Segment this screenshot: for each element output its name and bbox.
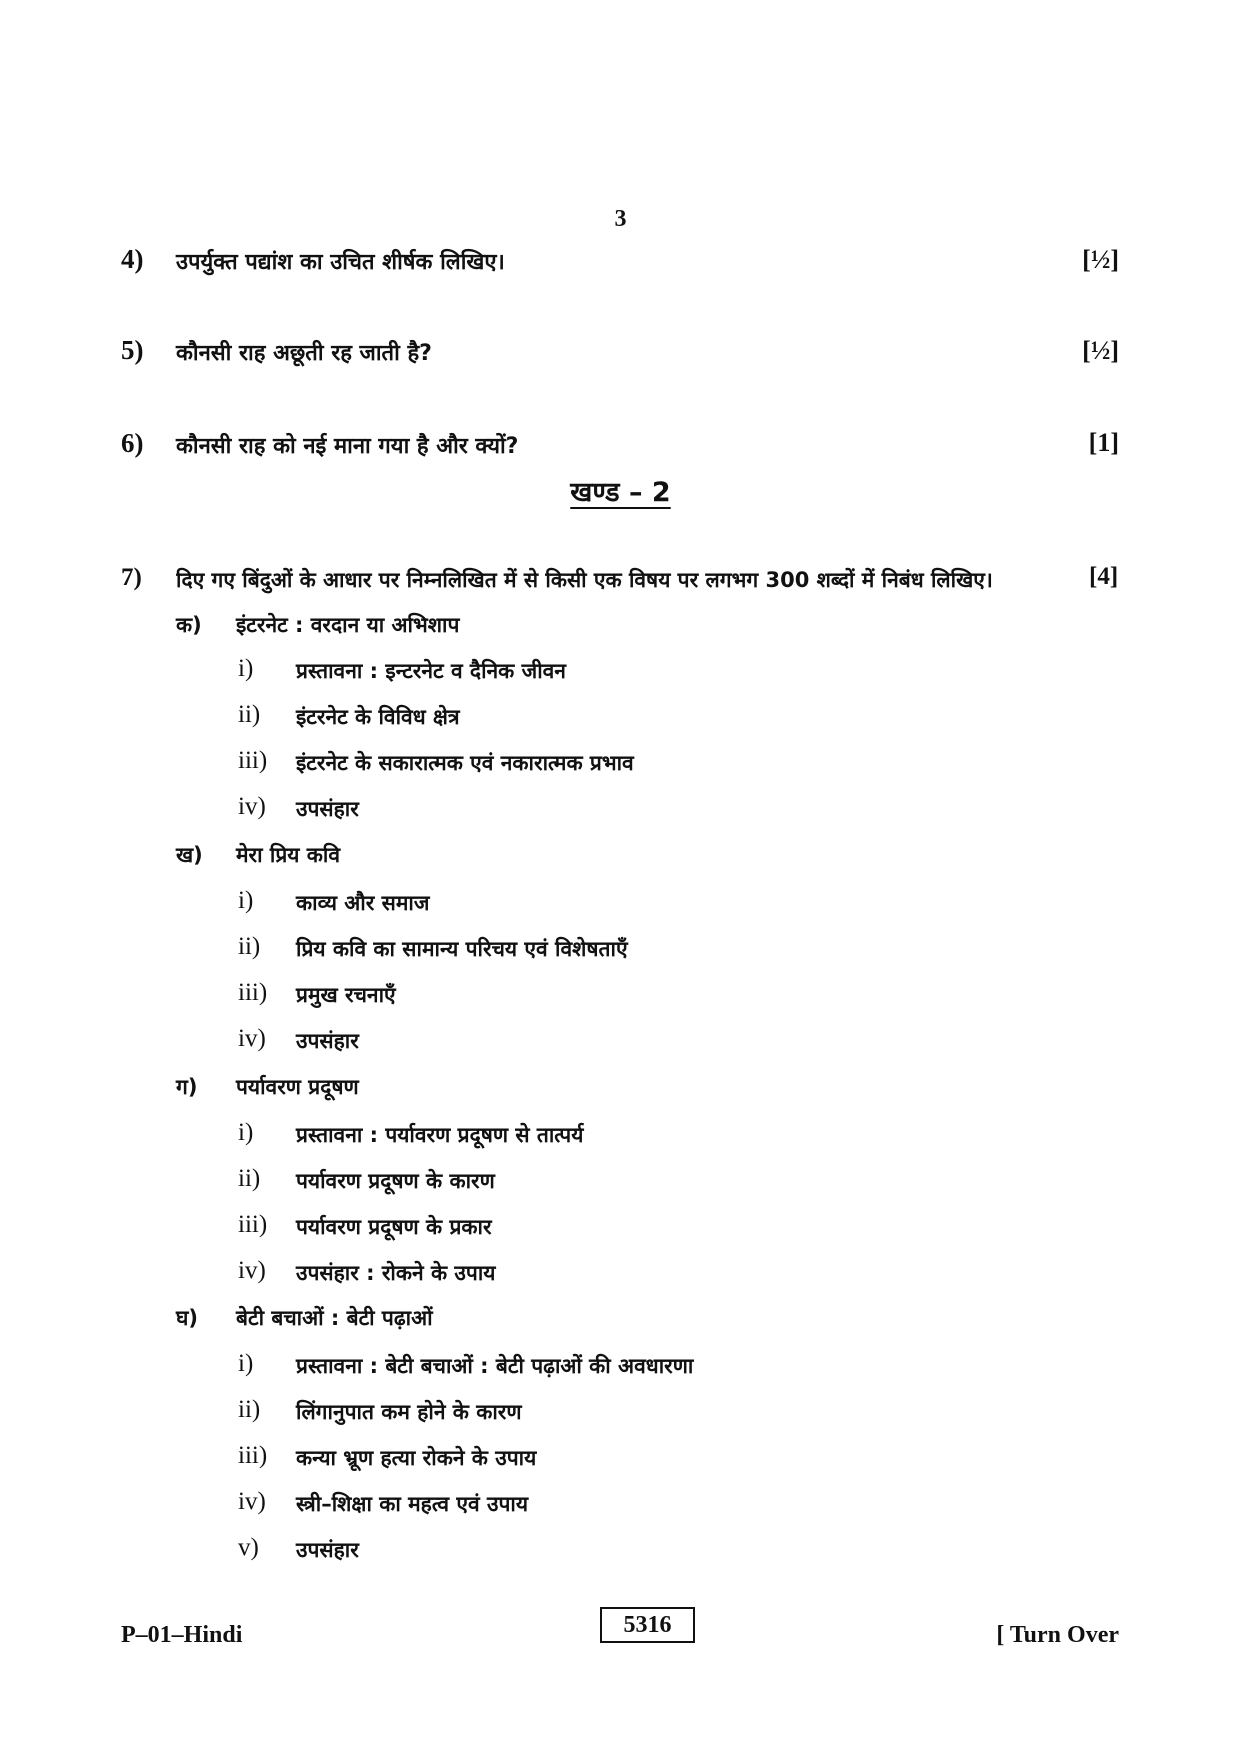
topic-1-point-4-num: iv) [238,793,266,820]
topic-4-point-5-num: v) [238,1534,259,1561]
topic-4-point-5-text: उपसंहार [296,1538,359,1562]
topic-1-point-3-text: इंटरनेट के सकारात्मक एवं नकारात्मक प्रभाव [296,751,634,775]
question-7-text: दिए गए बिंदुओं के आधार पर निम्नलिखित में से किसी एक विषय पर लगभग 300 शब्दों में निबंध लिखिए। [176,568,993,592]
section-title-text: खण्ड – 2 [570,477,671,508]
question-6-text: कौनसी राह को नई माना गया है और क्यों? [176,434,519,459]
turn-over-label: [ Turn Over [996,1622,1119,1648]
question-5-text: कौनसी राह अछूती रह जाती है? [176,341,432,366]
topic-2-point-3-num: iii) [238,979,268,1006]
topic-1-point-2-text: इंटरनेट के विविध क्षेत्र [296,705,460,729]
topic-1-title: इंटरनेट : वरदान या अभिशाप [236,613,460,637]
topic-1-point-2-num: ii) [238,701,261,728]
paper-code: P–01–Hindi [121,1622,243,1648]
topic-3-point-1-text: प्रस्तावना : पर्यावरण प्रदूषण से तात्पर्य [296,1123,584,1147]
topic-4-point-4-text: स्त्री–शिक्षा का महत्व एवं उपाय [296,1492,529,1516]
question-7-marks: [4] [1089,563,1119,590]
question-4-marks: [½] [1082,245,1119,274]
topic-4-point-1-num: i) [238,1350,254,1377]
topic-3-point-2-num: ii) [238,1165,261,1192]
topic-4-label: घ) [176,1306,199,1330]
topic-3-point-1-num: i) [238,1119,254,1146]
page-number: 3 [614,206,627,232]
topic-3-point-3-num: iii) [238,1211,268,1238]
topic-2-point-4-num: iv) [238,1025,266,1052]
topic-2-label: ख) [176,843,203,867]
question-4-number: 4) [121,244,144,274]
section-title [0,472,1241,509]
topic-1-point-1-num: i) [238,655,254,682]
topic-4-point-2-text: लिंगानुपात कम होने के कारण [296,1400,522,1424]
paper-number-box: 5316 [600,1607,695,1643]
topic-2-point-2-num: ii) [238,933,261,960]
topic-1-point-1-text: प्रस्तावना : इन्टरनेट व दैनिक जीवन [296,659,566,683]
topic-3-point-4-num: iv) [238,1257,266,1284]
topic-2-point-2-text: प्रिय कवि का सामान्य परिचय एवं विशेषताएँ [296,937,628,961]
topic-3-title: पर्यावरण प्रदूषण [236,1075,359,1099]
topic-3-point-2-text: पर्यावरण प्रदूषण के कारण [296,1169,495,1193]
topic-4-point-2-num: ii) [238,1396,261,1423]
topic-3-point-4-text: उपसंहार : रोकने के उपाय [296,1261,496,1285]
topic-1-label: क) [176,613,202,637]
topic-4-point-3-text: कन्या भ्रूण हत्या रोकने के उपाय [296,1446,537,1470]
topic-4-point-3-num: iii) [238,1442,268,1469]
question-4-text: उपर्युक्त पद्यांश का उचित शीर्षक लिखिए। [176,250,505,275]
topic-4-title: बेटी बचाओं : बेटी पढ़ाओं [236,1306,433,1330]
question-6-marks: [1] [1088,428,1119,457]
question-5-marks: [½] [1082,336,1119,365]
topic-4-point-1-text: प्रस्तावना : बेटी बचाओं : बेटी पढ़ाओं की अवधारणा [296,1354,694,1378]
topic-2-point-1-text: काव्य और समाज [296,891,430,915]
topic-3-label: ग) [176,1075,198,1099]
topic-2-point-3-text: प्रमुख रचनाएँ [296,983,396,1007]
topic-4-point-4-num: iv) [238,1488,266,1515]
topic-1-point-4-text: उपसंहार [296,797,359,821]
topic-1-point-3-num: iii) [238,747,268,774]
question-7-number: 7) [121,564,142,591]
question-5-number: 5) [121,335,144,365]
topic-2-point-4-text: उपसंहार [296,1029,359,1053]
topic-2-point-1-num: i) [238,887,254,914]
topic-2-title: मेरा प्रिय कवि [236,843,341,867]
question-6-number: 6) [121,428,144,458]
topic-3-point-3-text: पर्यावरण प्रदूषण के प्रकार [296,1215,492,1239]
